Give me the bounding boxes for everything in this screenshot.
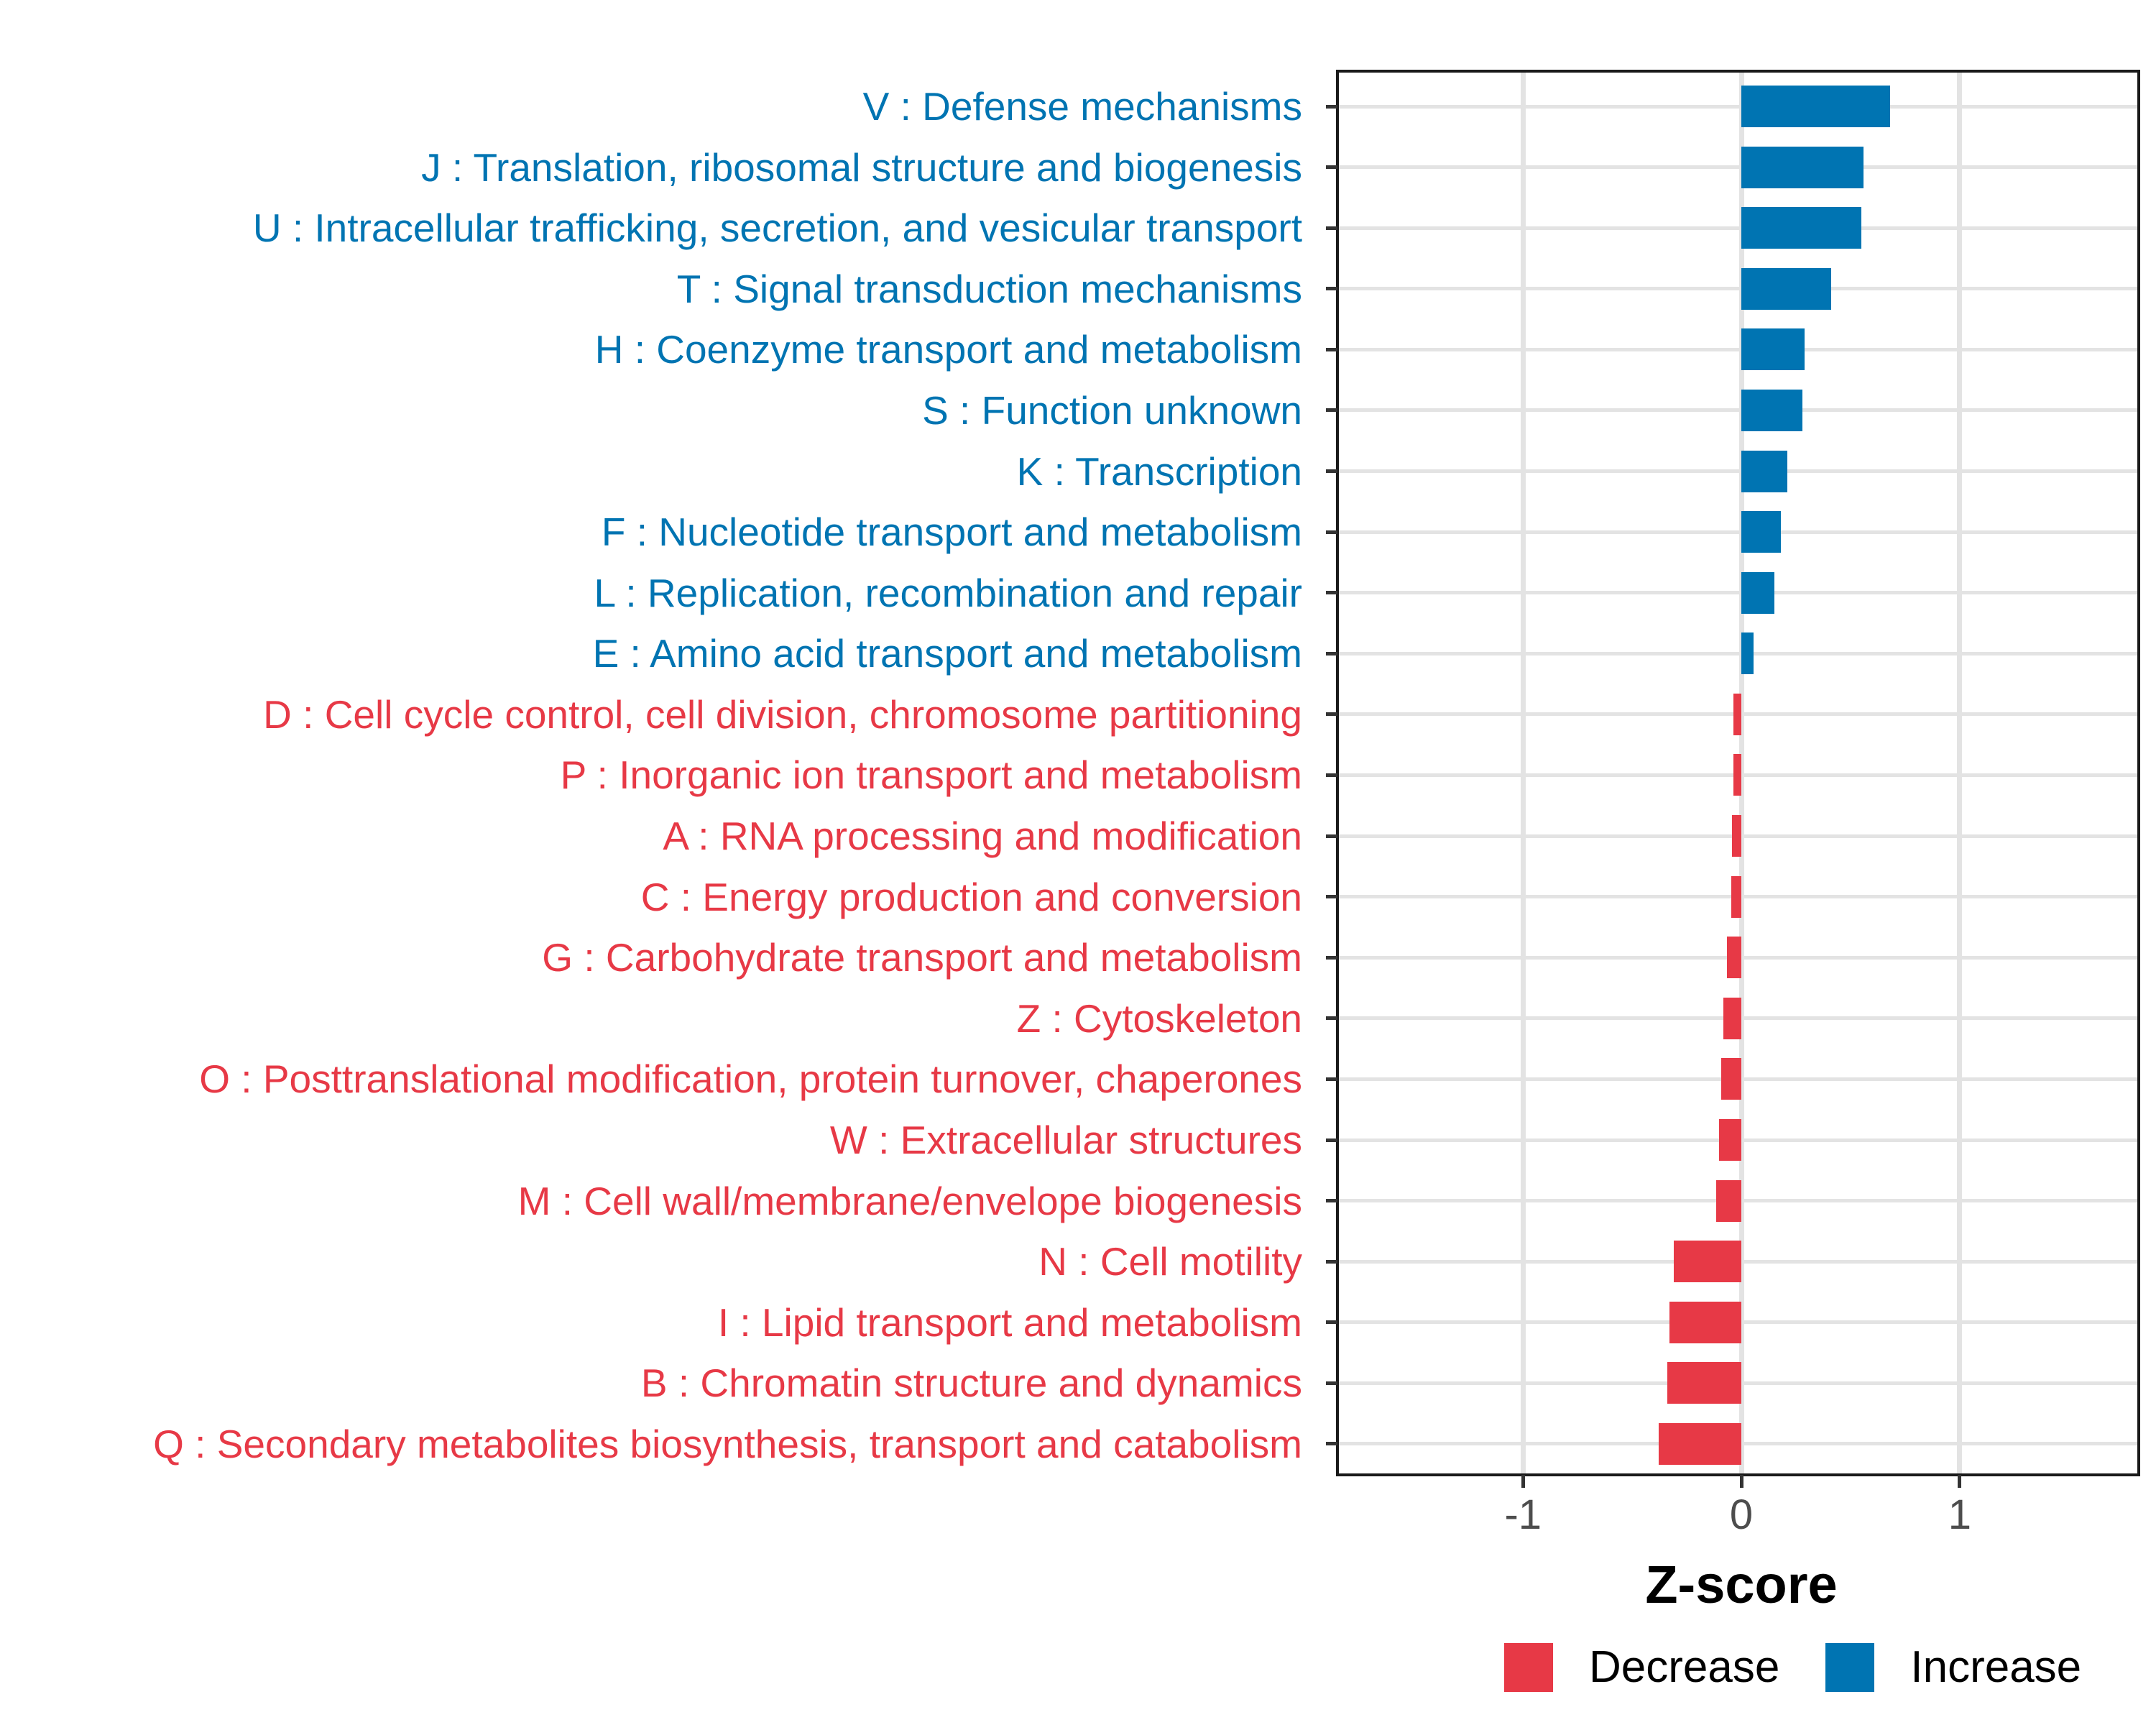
category-label-U: U : Intracellular trafficking, secretion, and vesicular transport [252,206,1302,251]
y-tick-mark [1326,469,1337,473]
category-label-Z: Z : Cytoskeleton [1016,995,1302,1041]
category-label-C: C : Energy production and conversion [640,874,1302,919]
category-label-E: E : Amino acid transport and metabolism [592,631,1302,676]
y-tick-mark [1326,591,1337,594]
y-tick-mark [1326,1199,1337,1202]
legend [1504,1642,2081,1693]
category-label-J: J : Translation, ribosomal structure and biogenesis [421,144,1302,190]
y-tick-mark [1326,105,1337,109]
legend-item-decrease [1504,1642,1779,1693]
category-label-M: M : Cell wall/membrane/envelope biogenesis [517,1178,1302,1223]
category-label-O: O : Posttranslational modification, protein turnover, chaperones [199,1057,1302,1102]
y-tick-mark [1326,1442,1337,1445]
legend-item-increase [1825,1642,2081,1693]
y-tick-mark [1326,530,1337,534]
y-tick-mark [1326,1077,1337,1081]
x-tick-label: 0 [1729,1491,1754,1538]
y-tick-mark [1326,348,1337,351]
y-tick-mark [1326,1260,1337,1264]
category-label-W: W : Extracellular structures [829,1118,1302,1163]
legend-label-increase: Increase [1910,1642,2082,1692]
plot-panel-border [1336,70,2140,1476]
y-tick-mark [1326,226,1337,230]
x-axis-title: Z-score [1645,1555,1838,1614]
category-label-A: A : RNA processing and modification [663,814,1302,859]
y-tick-mark [1326,773,1337,777]
y-tick-mark [1326,1016,1337,1020]
category-label-L: L : Replication, recombination and repair [594,570,1302,615]
category-label-K: K : Transcription [1016,448,1302,494]
y-tick-mark [1326,652,1337,656]
category-label-F: F : Nucleotide transport and metabolism [601,510,1302,555]
y-tick-mark [1326,165,1337,169]
category-label-V: V : Defense mechanisms [862,84,1302,129]
y-tick-mark [1326,287,1337,290]
category-label-P: P : Inorganic ion transport and metabolism [560,753,1302,798]
category-label-I: I : Lipid transport and metabolism [717,1300,1302,1345]
y-tick-mark [1326,1381,1337,1385]
x-tick-label: -1 [1504,1491,1542,1538]
category-label-S: S : Function unknown [922,387,1302,433]
legend-label-decrease: Decrease [1589,1642,1780,1692]
x-tick-label: 1 [1948,1491,1971,1538]
y-tick-mark [1326,1138,1337,1142]
category-label-Q: Q : Secondary metabolites biosynthesis, transport and catabolism [153,1421,1302,1466]
category-label-B: B : Chromatin structure and dynamics [640,1361,1302,1406]
y-tick-mark [1326,834,1337,838]
category-label-N: N : Cell motility [1038,1239,1302,1284]
y-tick-mark [1326,1320,1337,1324]
x-tick-mark [1740,1475,1743,1488]
y-tick-mark [1326,895,1337,898]
y-tick-mark [1326,712,1337,716]
y-tick-mark [1326,956,1337,960]
legend-swatch-increase [1825,1643,1874,1692]
legend-swatch-decrease [1504,1643,1553,1692]
x-tick-mark [1521,1475,1525,1488]
category-label-T: T : Signal transduction mechanisms [676,266,1302,311]
category-label-D: D : Cell cycle control, cell division, chromosome partitioning [263,691,1302,737]
category-label-H: H : Coenzyme transport and metabolism [594,327,1302,372]
y-tick-mark [1326,408,1337,412]
x-tick-mark [1958,1475,1961,1488]
category-label-G: G : Carbohydrate transport and metabolism [542,935,1302,980]
